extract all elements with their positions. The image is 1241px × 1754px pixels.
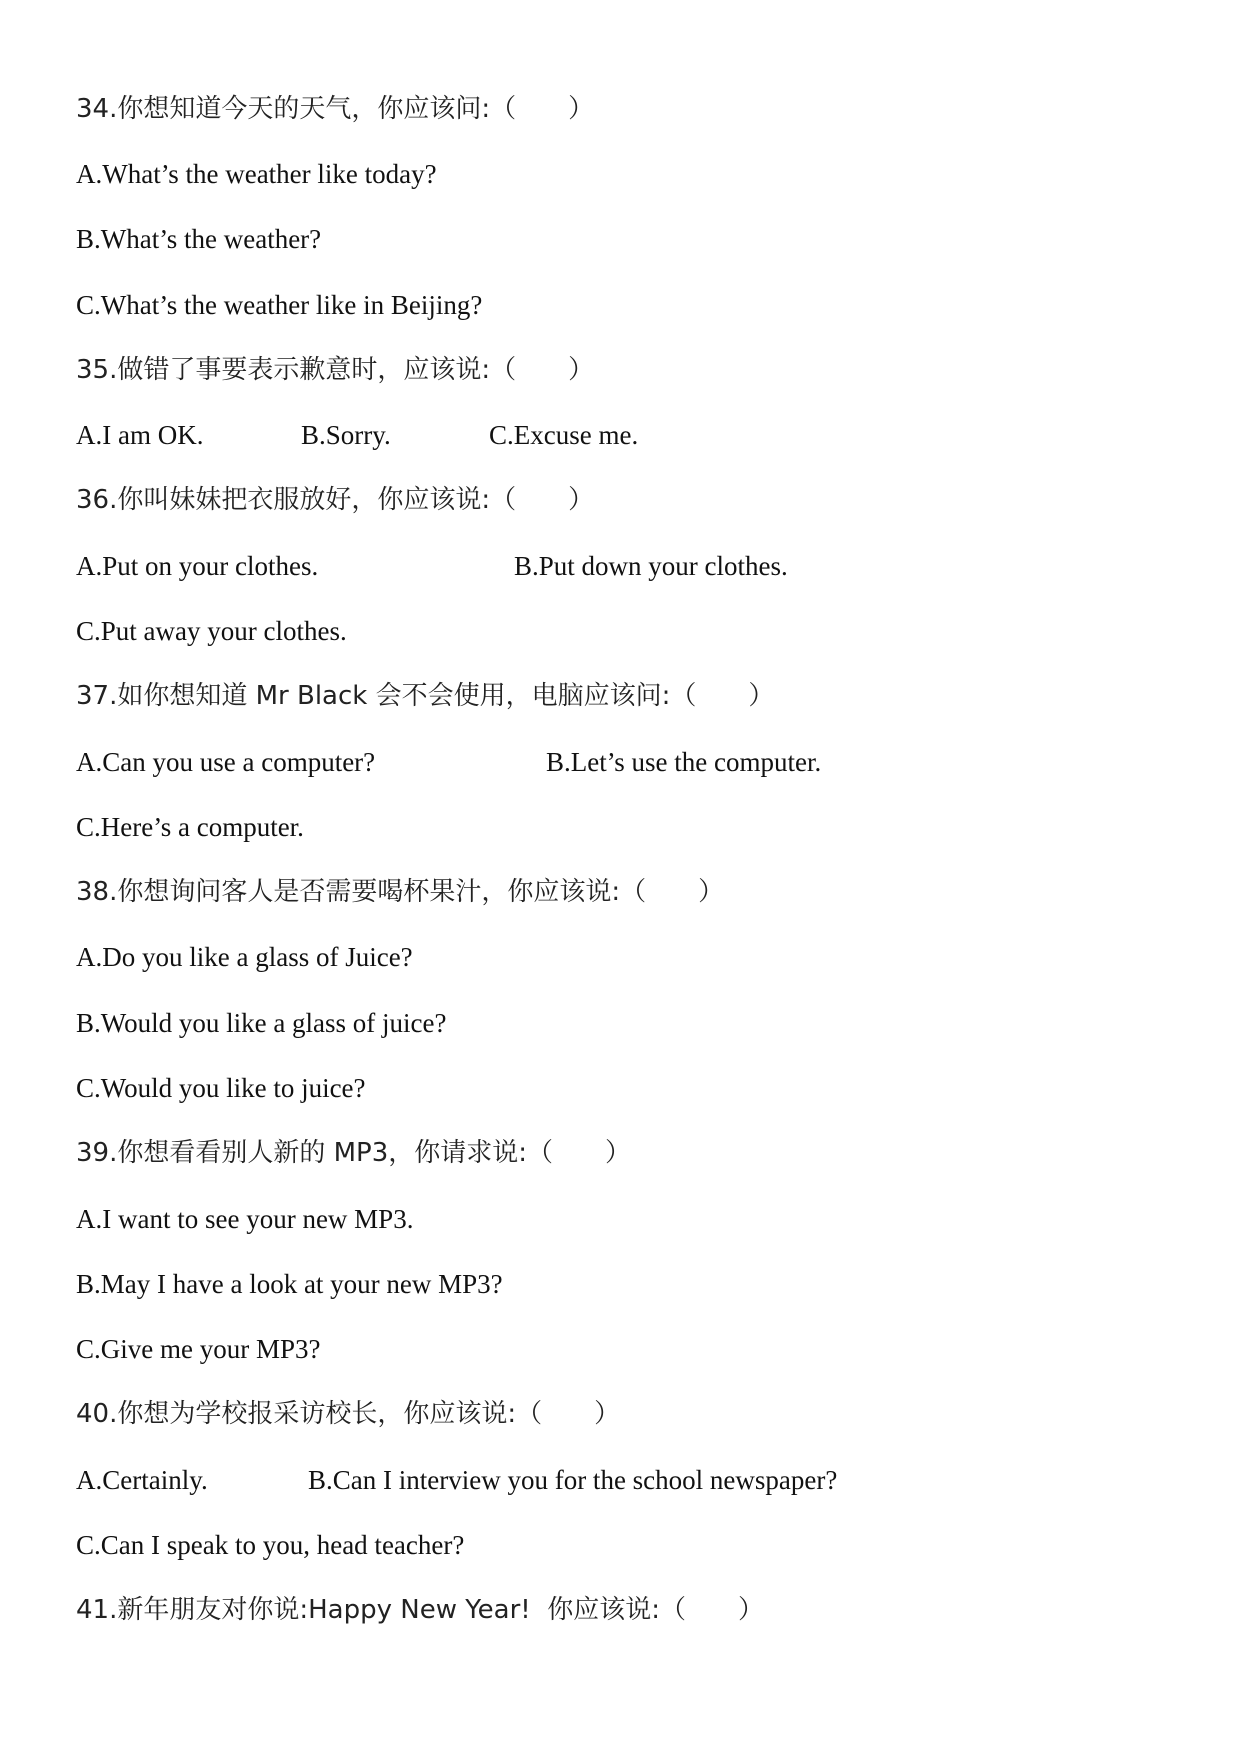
question-39-option-c: C.Give me your MP3?	[76, 1334, 321, 1364]
question-37-prompt: 37.如你想知道 Mr Black 会不会使用，电脑应该问:（ ）	[76, 681, 775, 711]
question-35-option-b: B.Sorry.	[301, 420, 391, 450]
question-38-option-c: C.Would you like to juice?	[76, 1073, 366, 1103]
question-34-option-a: A.What’s the weather like today?	[76, 159, 437, 189]
question-38-option-b: B.Would you like a glass of juice?	[76, 1008, 447, 1038]
question-34-prompt: 34.你想知道今天的天气，你应该问:（ ）	[76, 94, 595, 124]
question-34-option-c: C.What’s the weather like in Beijing?	[76, 290, 483, 320]
question-37-option-c: C.Here’s a computer.	[76, 812, 304, 842]
question-35-option-a: A.I am OK.	[76, 420, 204, 450]
question-37-option-a: A.Can you use a computer?	[76, 747, 376, 777]
question-40-option-c: C.Can I speak to you, head teacher?	[76, 1530, 465, 1560]
question-39-option-a: A.I want to see your new MP3.	[76, 1204, 414, 1234]
question-36-option-c: C.Put away your clothes.	[76, 616, 347, 646]
question-36-prompt: 36.你叫妹妹把衣服放好，你应该说:（ ）	[76, 485, 595, 515]
question-39-option-b: B.May I have a look at your new MP3?	[76, 1269, 503, 1299]
question-34-option-b: B.What’s the weather?	[76, 224, 322, 254]
question-38-option-a: A.Do you like a glass of Juice?	[76, 942, 413, 972]
question-41-prompt: 41.新年朋友对你说:Happy New Year! 你应该说:（ ）	[76, 1595, 764, 1625]
question-35-option-c: C.Excuse me.	[489, 420, 639, 450]
question-36-option-b: B.Put down your clothes.	[514, 551, 788, 581]
question-40-option-b: B.Can I interview you for the school newspaper?	[308, 1465, 838, 1495]
question-40-prompt: 40.你想为学校报采访校长，你应该说:（ ）	[76, 1399, 621, 1429]
question-39-prompt: 39.你想看看别人新的 MP3，你请求说:（ ）	[76, 1138, 632, 1168]
question-40-option-a: A.Certainly.	[76, 1465, 208, 1495]
question-38-prompt: 38.你想询问客人是否需要喝杯果汁，你应该说:（ ）	[76, 877, 725, 907]
question-37-option-b: B.Let’s use the computer.	[546, 747, 822, 777]
question-35-prompt: 35.做错了事要表示歉意时，应该说:（ ）	[76, 355, 595, 385]
question-36-option-a: A.Put on your clothes.	[76, 551, 319, 581]
